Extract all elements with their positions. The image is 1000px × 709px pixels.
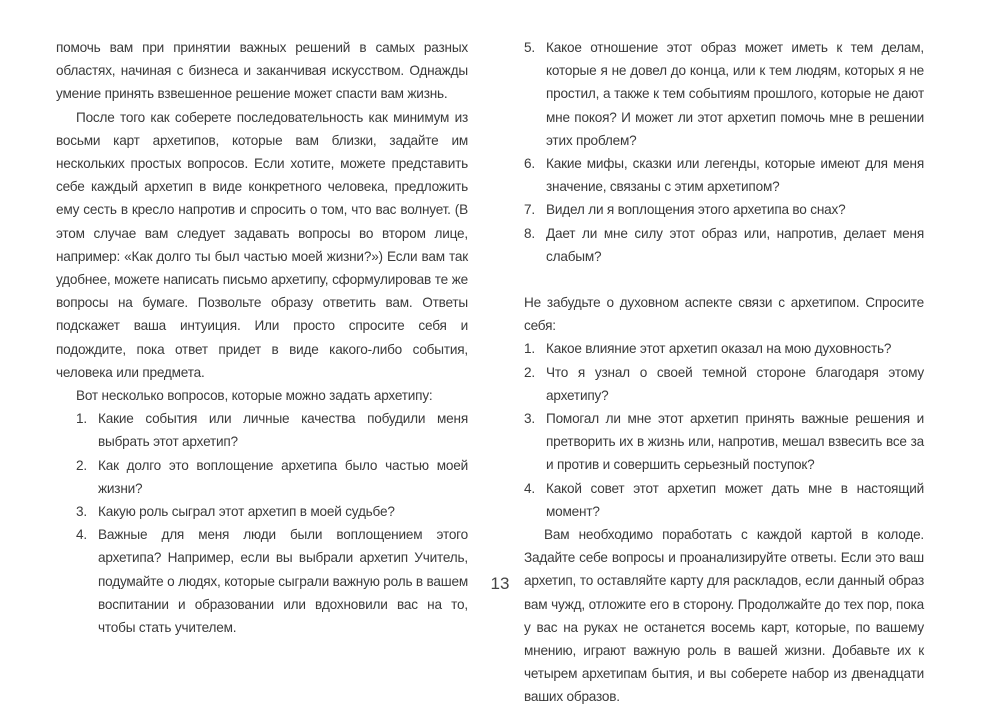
list-item: [524, 477, 924, 523]
list-item-number: 2.: [524, 364, 535, 380]
list-item-number: 6.: [524, 156, 535, 172]
list-item: [524, 222, 924, 268]
left-paragraph-3: Вот несколько вопросов, которые можно задать архетипу:: [76, 388, 433, 404]
list-item-text: Какую роль сыграл этот архетип в моей судьбе?: [98, 504, 395, 520]
archetype-questions-list: [56, 407, 468, 639]
list-item-text: Какой совет этот архетип может дать мне в настоящий момент?: [546, 480, 924, 519]
list-item-number: 4.: [524, 480, 535, 496]
right-paragraph-2: Вам необходимо поработать с каждой картой в колоде. Задайте себе вопросы и проанализируйте ответы. Если это ваш архетип, то оставляйте карту для раскладов, если данный образ вам чужд, отложите его в сторону. Продолжайте до тех пор, пока у вас на руках не останется восемь карт, которые, по вашему мнению, играют важную роль в вашей жизни. Добавьте их к четырем архетипам бытия, и вы соберете набор из двенадцати ваших образов.: [524, 527, 924, 705]
list-item: [524, 152, 924, 198]
list-item-number: 7.: [524, 202, 535, 218]
list-item-number: 2.: [76, 457, 87, 473]
list-item-text: Дает ли мне силу этот образ или, напротив, делает меня слабым?: [546, 225, 924, 264]
list-item-number: 1.: [524, 341, 535, 357]
list-item: [524, 337, 924, 360]
list-item-text: Какие события или личные качества побудили меня выбрать этот архетип?: [98, 411, 468, 450]
list-item-number: 4.: [76, 527, 87, 543]
list-item: [524, 36, 924, 152]
list-item: [524, 361, 924, 407]
archetype-questions-list-continued: [524, 36, 924, 268]
list-item: [524, 198, 924, 221]
list-item-text: Какое влияние этот архетип оказал на мою духовность?: [546, 341, 892, 357]
list-item-number: 8.: [524, 225, 535, 241]
right-paragraph-1: Не забудьте о духовном аспекте связи с архетипом. Спросите себя:: [524, 295, 924, 334]
paragraph-gap: [524, 268, 924, 291]
list-item-number: 5.: [524, 40, 535, 55]
right-column: [524, 36, 924, 709]
left-paragraph-1: помочь вам при принятии важных решений в самых разных областях, начиная с бизнеса и заканчивая искусством. Однажды умение принять взвешенное решение может спасти вам жизнь.: [56, 40, 468, 102]
list-item-text: Важные для меня люди были воплощением этого архетипа? Например, если вы выбрали архетип Учитель, подумайте о людях, которые сыграли важную роль в вашем воспитании и образовании или вдохновили вас на то, чтобы стать учителем.: [98, 527, 468, 636]
list-item-text: Помогал ли мне этот архетип принять важные решения и претворить их в жизнь или, напротив, мешал взвесить все за и против и совершить серьезный поступок?: [546, 411, 924, 473]
list-item: [524, 407, 924, 477]
list-item: [76, 407, 468, 453]
left-column: [56, 36, 468, 639]
list-item-text: Что я узнал о своей темной стороне благодаря этому архетипу?: [546, 364, 924, 403]
list-item-number: 3.: [524, 411, 535, 427]
list-item-number: 3.: [76, 504, 87, 520]
left-paragraph-2: После того как соберете последовательность как минимум из восьми карт архетипов, которые вам близки, задайте им нескольких простых вопросов. Если хотите, можете представить себе каждый архетип в виде конкретного человека, предложить ему сесть в кресло напротив и спросить о том, что вас волнует. (В этом случае вам следует задавать вопросы во втором лице, например: «Как долго ты был частью моей жизни?») Если вам так удобнее, можете написать письмо архетипу, сформулировав те же вопросы на бумаге. Позвольте образу ответить вам. Ответы подскажет ваша интуиция. Или просто спросите себя и подождите, пока ответ придет в виде какого-либо события, человека или предмета.: [56, 109, 468, 380]
list-item-text: Видел ли я воплощения этого архетипа во снах?: [546, 202, 846, 218]
list-item-number: 1.: [76, 411, 87, 427]
list-item-text: Какое отношение этот образ может иметь к тем делам, которые я не довел до конца, или к тем людям, которых я не простил, а также к тем событиям прошлого, которые не дают мне покоя? И может ли этот архетип помочь мне в решении этих проблем?: [546, 40, 924, 148]
list-item: [76, 454, 468, 500]
list-item: [76, 500, 468, 523]
spiritual-questions-list: [524, 337, 924, 523]
page-number: 13: [490, 574, 510, 593]
list-item-text: Как долго это воплощение архетипа было частью моей жизни?: [98, 457, 468, 496]
list-item-text: Какие мифы, сказки или легенды, которые имеют для меня значение, связаны с этим архетипом?: [546, 156, 924, 195]
